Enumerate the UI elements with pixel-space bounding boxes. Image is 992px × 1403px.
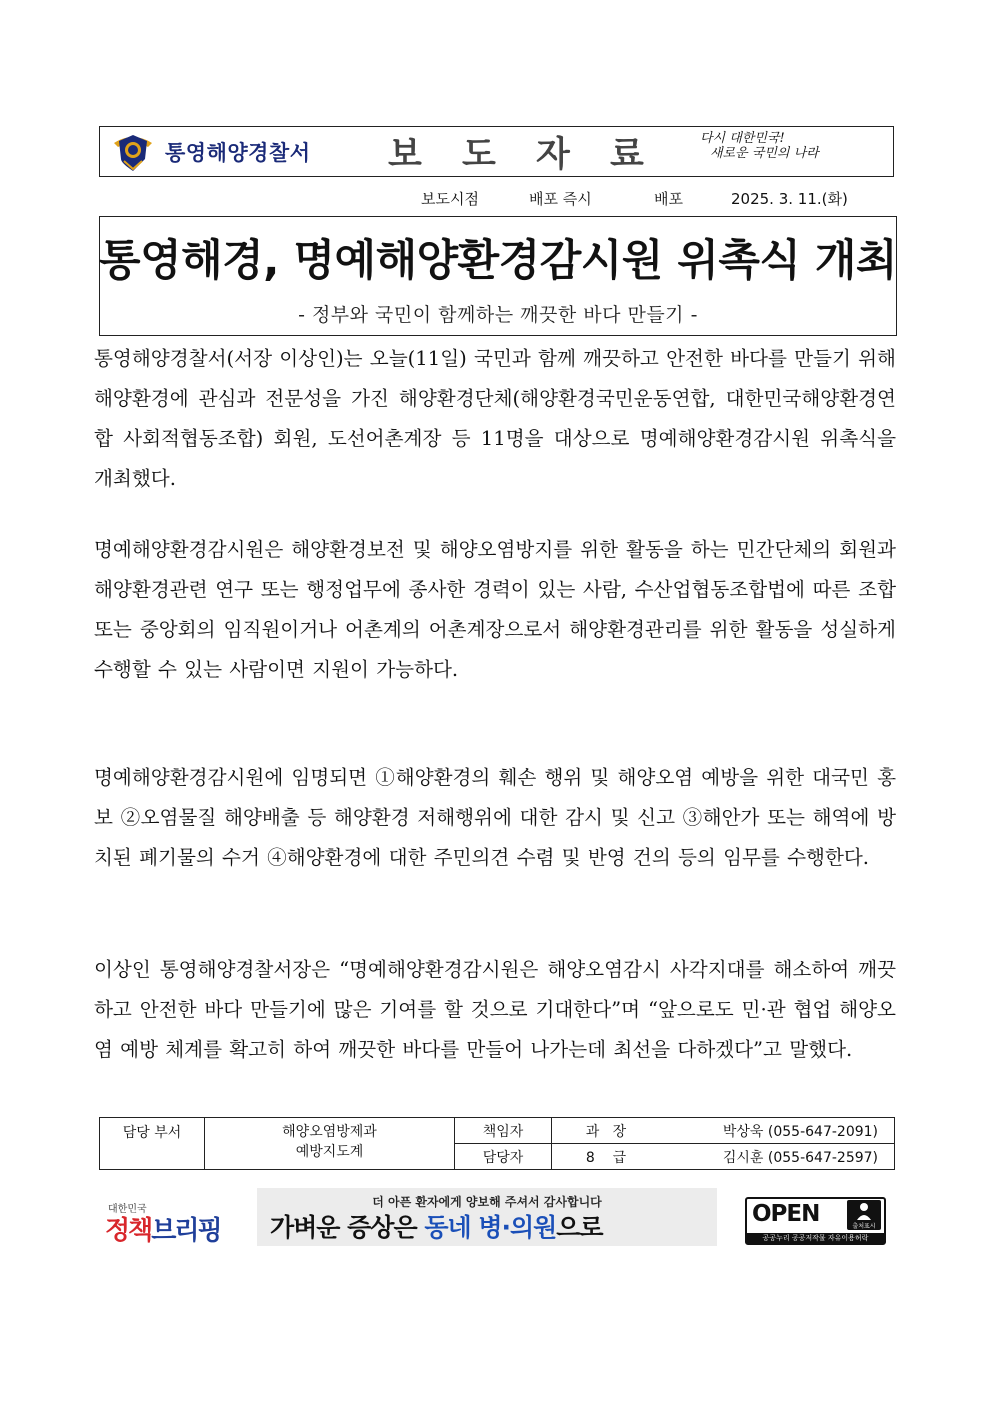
table-row xyxy=(100,1118,895,1144)
document-type-title: 보 도 자 료 xyxy=(388,135,658,175)
main-title: 통영해경, 명예해양환경감시원 위촉식 개최 xyxy=(99,236,897,286)
kogl-open-label: OPEN xyxy=(752,1201,820,1227)
role-cell: 책임자 xyxy=(455,1118,552,1144)
attribution-label: 출처표시 xyxy=(852,1223,876,1230)
position-cell: 과 장 xyxy=(552,1118,661,1144)
body-paragraph-1: 통영해양경찰서(서장 이상인)는 오늘(11일) 국민과 함께 깨끗하고 안전한 바다를 만들기 위해 해양환경에 관심과 전문성을 가진 해양환경단체(해양환경국민운동연합, 대한민국해양환경연합 사회적협동조합) 회원, 도선어촌계장 등 11명을 대상으로 명예해양환경감시원 위촉식을 개최했다. xyxy=(94,347,896,490)
slogan-line-1: 다시 대한민국! xyxy=(700,131,785,146)
coast-guard-emblem-icon xyxy=(110,129,156,175)
dept-name xyxy=(205,1118,455,1170)
dept-name-line-2: 예방지도계 xyxy=(295,1144,364,1160)
banner-headline xyxy=(270,1208,603,1244)
subtitle: - 정부와 국민이 함께하는 깨끗한 바다 만들기 - xyxy=(298,304,698,326)
banner-headline-part-1: 가벼운 증상은 xyxy=(270,1213,425,1242)
body-paragraph-4: 이상인 통영해양경찰서장은 “명예해양환경감시원은 해양오염감시 사각지대를 해소하여 깨끗하고 안전한 바다 만들기에 많은 기여를 할 것으로 기대한다”며 “앞으로도 민·관 협업 해양오염 예방 체계를 확고히 하여 깨끗한 바다를 만들어 나가는데 최선을 다하겠다”고 말했다. xyxy=(94,958,896,1061)
release-time-label: 보도시점 xyxy=(421,190,479,208)
banner-caption: 더 아픈 환자에게 양보해 주셔서 감사합니다 xyxy=(372,1195,602,1209)
policy-briefing-logo xyxy=(105,1210,221,1247)
government-slogan xyxy=(700,131,830,161)
policy-briefing-logo-small: 대한민국 xyxy=(108,1204,147,1215)
contact-table xyxy=(99,1117,895,1170)
body-paragraph-3: 명예해양환경감시원에 임명되면 ①해양환경의 훼손 행위 및 해양오염 예방을 위한 대국민 홍보 ②오염물질 해양배출 등 해양환경 저해행위에 대한 감시 및 신고 ③해안가 또는 해역에 방치된 폐기물의 수거 ④해양환경에 대한 주민의견 수렴 및 반영 건의 등의 임무를 수행한다. xyxy=(94,766,896,869)
banner-headline-part-2: 동네 병·의원 xyxy=(424,1213,557,1242)
release-time-value: 배포 즉시 xyxy=(529,190,592,208)
policy-briefing-logo-part-2: 브리핑 xyxy=(151,1216,221,1246)
position-cell: 8 급 xyxy=(552,1144,661,1170)
banner-headline-part-3: 으로 xyxy=(556,1213,603,1242)
dept-label: 담당 부서 xyxy=(100,1118,205,1170)
distribution-label: 배포 xyxy=(654,190,683,208)
agency-name: 통영해양경찰서 xyxy=(165,141,311,165)
role-cell: 담당자 xyxy=(455,1144,552,1170)
slogan-line-2: 새로운 국민의 나라 xyxy=(710,146,819,161)
person-cell: 김시훈 (055-647-2597) xyxy=(660,1144,895,1170)
release-date: 2025. 3. 11.(화) xyxy=(731,190,848,208)
person-cell: 박상욱 (055-647-2091) xyxy=(660,1118,895,1144)
body-paragraph-2: 명예해양환경감시원은 해양환경보전 및 해양오염방지를 위한 활동을 하는 민간단체의 회원과 해양환경관련 연구 또는 행정업무에 종사한 경력이 있는 사람, 수산업협동조합법에 따른 조합 또는 중앙회의 임직원이거나 어촌계의 어촌계장으로서 해양환경관리를 위한 활동을 성실하게 수행할 수 있는 사람이면 지원이 가능하다. xyxy=(94,538,896,681)
policy-briefing-logo-part-1: 정책 xyxy=(105,1216,152,1246)
kogl-subtitle: 공공누리 공공저작물 자유이용허락 xyxy=(747,1233,884,1244)
dept-name-line-1: 해양오염방제과 xyxy=(282,1124,377,1140)
